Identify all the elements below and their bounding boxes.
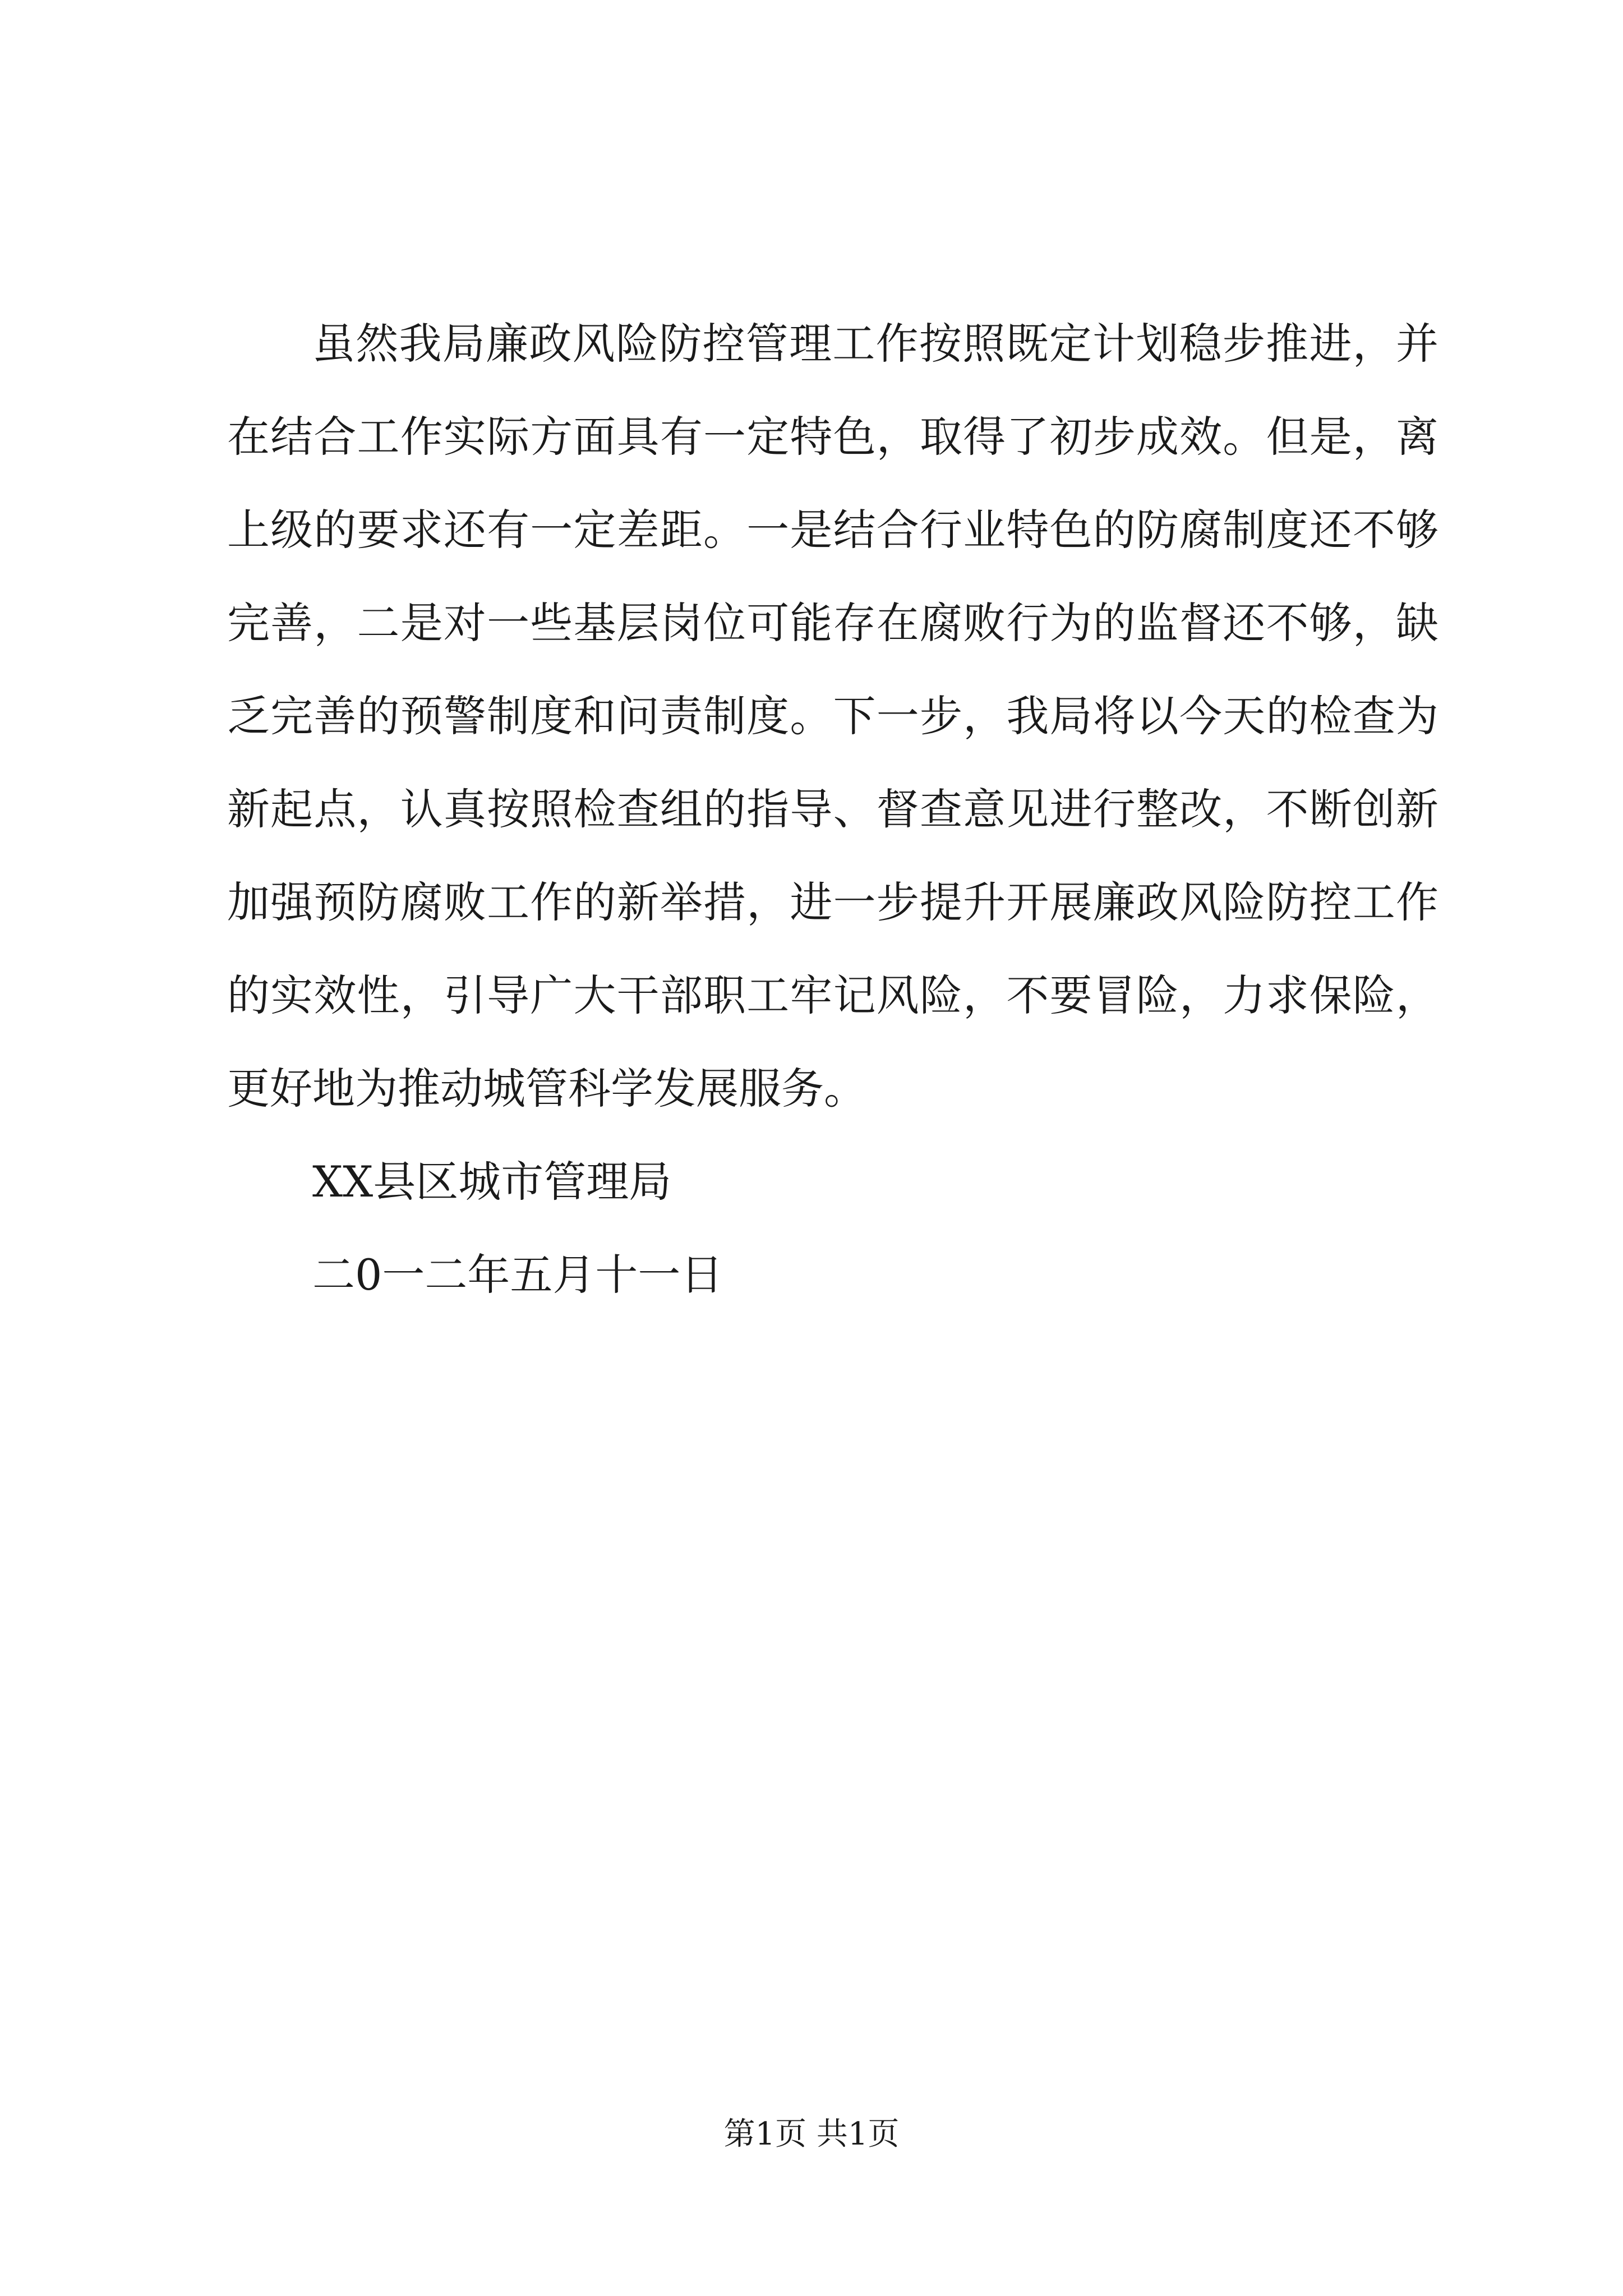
- paragraph-line: 新起点，认真按照检查组的指导、督查意见进行整改，不断创新: [227, 784, 1438, 834]
- paragraph-line: 更好地为推动城管科学发展服务。: [227, 1064, 866, 1114]
- signature-organization: XX县区城市管理局: [312, 1157, 672, 1207]
- paragraph-line: 加强预防腐败工作的新举措，进一步提升开展廉政风险防控工作: [227, 877, 1438, 927]
- paragraph-line: 乏完善的预警制度和问责制度。下一步，我局将以今天的检查为: [227, 691, 1438, 741]
- paragraph-line: 的实效性，引导广大干部职工牢记风险，不要冒险，力求保险，: [227, 970, 1438, 1020]
- signature-date: 二0一二年五月十一日: [312, 1250, 723, 1300]
- page-number-footer: 第1页 共1页: [723, 2116, 900, 2152]
- paragraph-line: 上级的要求还有一定差距。一是结合行业特色的防腐制度还不够: [227, 505, 1438, 555]
- paragraph-line: 完善，二是对一些基层岗位可能存在腐败行为的监督还不够，缺: [227, 598, 1438, 648]
- paragraph-line: 在结合工作实际方面具有一定特色，取得了初步成效。但是，离: [227, 412, 1438, 462]
- document-body: [227, 297, 1438, 1322]
- paragraph-line: 虽然我局廉政风险防控管理工作按照既定计划稳步推进，并: [312, 319, 1438, 369]
